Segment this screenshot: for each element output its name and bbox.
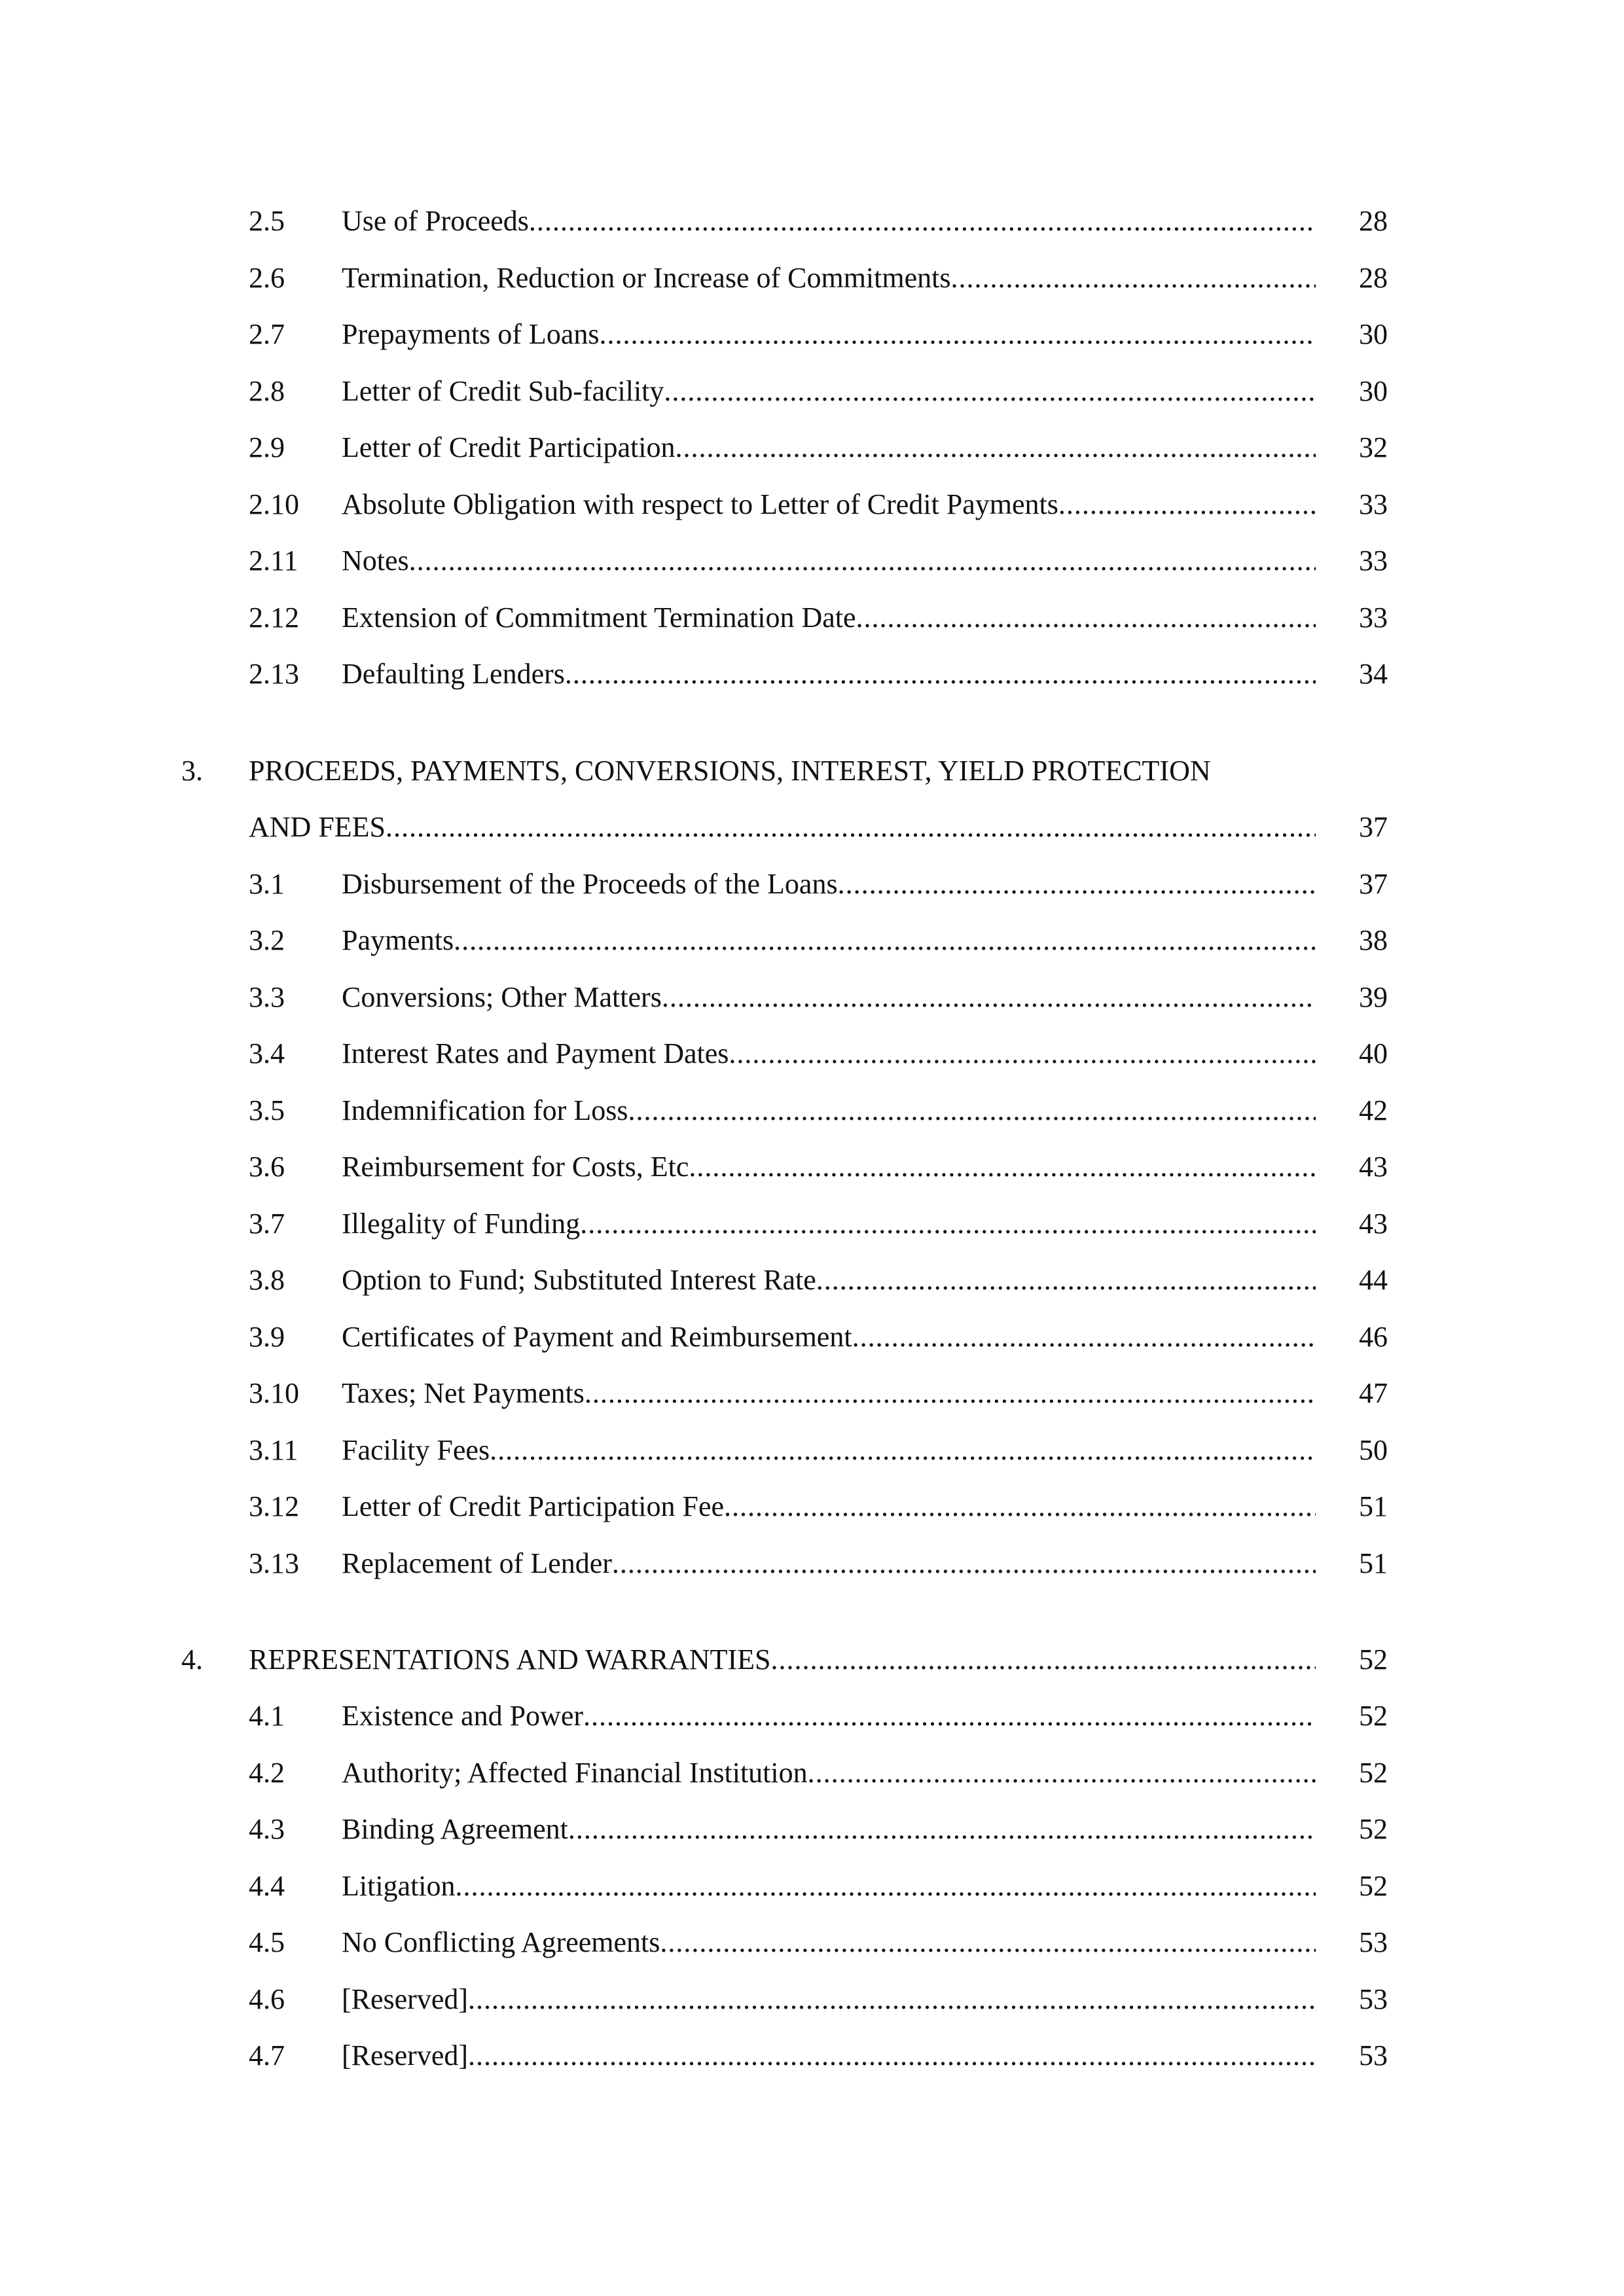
toc-item-page: 43 bbox=[1359, 1208, 1388, 1240]
dot-leader bbox=[468, 2036, 1316, 2075]
dot-leader bbox=[529, 202, 1316, 241]
toc-item[interactable] bbox=[249, 372, 1388, 411]
toc-item-number: 3.9 bbox=[249, 1321, 285, 1353]
toc-item-entry bbox=[342, 865, 1316, 904]
toc-item-number: 2.5 bbox=[249, 205, 285, 237]
toc-item-number: 4.5 bbox=[249, 1926, 285, 1958]
toc-item-title: Authority; Affected Financial Institution bbox=[342, 1757, 808, 1789]
toc-item[interactable] bbox=[249, 921, 1388, 960]
dot-leader bbox=[568, 1810, 1316, 1849]
toc-item-title: Binding Agreement bbox=[342, 1813, 568, 1845]
toc-item-title: Interest Rates and Payment Dates bbox=[342, 1037, 729, 1069]
toc-item[interactable] bbox=[249, 1867, 1388, 1906]
toc-item-entry bbox=[342, 428, 1316, 467]
toc-item-page: 33 bbox=[1359, 488, 1388, 520]
toc-item[interactable] bbox=[249, 428, 1388, 467]
toc-item-title: Existence and Power bbox=[342, 1700, 583, 1732]
dot-leader bbox=[808, 1753, 1316, 1793]
toc-item-number: 4.1 bbox=[249, 1700, 285, 1732]
toc-item-number: 3.3 bbox=[249, 981, 285, 1013]
toc-item-entry bbox=[342, 921, 1316, 960]
toc-item-number: 3.4 bbox=[249, 1037, 285, 1069]
toc-item-entry bbox=[342, 202, 1316, 241]
toc-item-entry bbox=[342, 1810, 1316, 1849]
toc-item-page: 50 bbox=[1359, 1434, 1388, 1466]
toc-item[interactable] bbox=[249, 1980, 1388, 2019]
toc-item-title: Letter of Credit Participation bbox=[342, 431, 676, 463]
dot-leader bbox=[664, 372, 1316, 411]
toc-item-entry bbox=[342, 598, 1316, 637]
dot-leader bbox=[856, 598, 1316, 637]
dot-leader bbox=[950, 259, 1316, 298]
dot-leader bbox=[1058, 485, 1316, 524]
toc-item-entry bbox=[342, 1696, 1316, 1736]
toc-item-number: 3.10 bbox=[249, 1377, 299, 1409]
toc-item-entry bbox=[342, 1487, 1316, 1526]
toc-item-page: 51 bbox=[1359, 1490, 1388, 1522]
toc-item-title: Termination, Reduction or Increase of Commitments bbox=[342, 262, 951, 294]
toc-item[interactable] bbox=[249, 202, 1388, 241]
toc-section-page: 37 bbox=[1359, 811, 1388, 843]
toc-item-number: 3.5 bbox=[249, 1094, 285, 1126]
toc-item-title: Letter of Credit Participation Fee bbox=[342, 1490, 725, 1522]
toc-item-title: Indemnification for Loss bbox=[342, 1094, 628, 1126]
toc-item-page: 53 bbox=[1359, 2039, 1388, 2072]
toc-item-title: Replacement of Lender bbox=[342, 1547, 612, 1579]
toc-item-title: Conversions; Other Matters bbox=[342, 981, 662, 1013]
toc-section-number: 3. bbox=[181, 755, 203, 787]
toc-item-number: 2.8 bbox=[249, 375, 285, 407]
toc-item[interactable] bbox=[249, 1753, 1388, 1793]
dot-leader bbox=[456, 1867, 1316, 1906]
toc-item-number: 2.11 bbox=[249, 545, 298, 577]
dot-leader bbox=[409, 541, 1316, 581]
toc-item-title: Absolute Obligation with respect to Letter of Credit Payments bbox=[342, 488, 1058, 520]
toc-item-title: Illegality of Funding bbox=[342, 1208, 581, 1240]
toc-item[interactable] bbox=[249, 1261, 1388, 1300]
toc-item-entry bbox=[342, 1204, 1316, 1244]
toc-item[interactable] bbox=[249, 1034, 1388, 1073]
dot-leader bbox=[454, 921, 1316, 960]
toc-section-heading[interactable] bbox=[181, 751, 1388, 791]
toc-item[interactable] bbox=[249, 315, 1388, 354]
toc-item-entry bbox=[342, 1318, 1316, 1357]
toc-item-page: 51 bbox=[1359, 1547, 1388, 1579]
toc-item-number: 3.8 bbox=[249, 1264, 285, 1296]
toc-item-title: [Reserved] bbox=[342, 2039, 469, 2072]
toc-item-entry bbox=[342, 1034, 1316, 1073]
toc-section-title-line2: AND FEES bbox=[249, 811, 386, 843]
toc-item-number: 2.13 bbox=[249, 658, 299, 690]
toc-item-title: Litigation bbox=[342, 1870, 456, 1902]
toc-item-page: 33 bbox=[1359, 545, 1388, 577]
toc-item-title: Facility Fees bbox=[342, 1434, 490, 1466]
toc-item-page: 34 bbox=[1359, 658, 1388, 690]
dot-leader bbox=[816, 1261, 1316, 1300]
toc-item-number: 3.2 bbox=[249, 924, 285, 956]
dot-leader bbox=[490, 1431, 1316, 1470]
toc-item-number: 4.4 bbox=[249, 1870, 285, 1902]
toc-item-title: Taxes; Net Payments bbox=[342, 1377, 585, 1409]
toc-item-entry bbox=[342, 259, 1316, 298]
dot-leader bbox=[468, 1980, 1316, 2019]
toc-item-page: 37 bbox=[1359, 868, 1388, 900]
toc-item-number: 3.13 bbox=[249, 1547, 299, 1579]
toc-item-number: 2.6 bbox=[249, 262, 285, 294]
toc-item[interactable] bbox=[249, 978, 1388, 1017]
toc-item-title: No Conflicting Agreements bbox=[342, 1926, 660, 1958]
toc-item-page: 44 bbox=[1359, 1264, 1388, 1296]
toc-item-entry bbox=[342, 1147, 1316, 1187]
toc-item[interactable] bbox=[249, 1147, 1388, 1187]
toc-item-title: Payments bbox=[342, 924, 454, 956]
toc-item-number: 4.2 bbox=[249, 1757, 285, 1789]
toc-item-page: 47 bbox=[1359, 1377, 1388, 1409]
dot-leader bbox=[585, 1374, 1316, 1413]
toc-item-page: 33 bbox=[1359, 601, 1388, 634]
toc-item-page: 52 bbox=[1359, 1757, 1388, 1789]
toc-item-page: 52 bbox=[1359, 1700, 1388, 1732]
toc-section-heading-continuation[interactable] bbox=[249, 808, 1388, 847]
toc-item[interactable] bbox=[249, 865, 1388, 904]
toc-item-title: Prepayments of Loans bbox=[342, 318, 600, 350]
toc-item[interactable] bbox=[249, 598, 1388, 637]
toc-item-entry bbox=[342, 315, 1316, 354]
dot-leader bbox=[771, 1640, 1316, 1679]
toc-item-number: 2.10 bbox=[249, 488, 299, 520]
dot-leader bbox=[583, 1696, 1316, 1736]
dot-leader bbox=[852, 1318, 1316, 1357]
toc-section-heading[interactable] bbox=[181, 1640, 1388, 1679]
toc-item-page: 38 bbox=[1359, 924, 1388, 956]
toc-item-page: 53 bbox=[1359, 1926, 1388, 1958]
toc-item-number: 4.7 bbox=[249, 2039, 285, 2072]
toc-item-page: 53 bbox=[1359, 1983, 1388, 2015]
toc-item[interactable] bbox=[249, 1544, 1388, 1583]
toc-item-number: 2.7 bbox=[249, 318, 285, 350]
toc-item[interactable] bbox=[249, 1318, 1388, 1357]
dot-leader bbox=[676, 428, 1316, 467]
dot-leader bbox=[724, 1487, 1316, 1526]
toc-item-entry bbox=[342, 1867, 1316, 1906]
toc-item-entry bbox=[342, 541, 1316, 581]
toc-item-page: 43 bbox=[1359, 1151, 1388, 1183]
toc-item[interactable] bbox=[249, 1374, 1388, 1413]
dot-leader bbox=[838, 865, 1316, 904]
toc-item[interactable] bbox=[249, 1696, 1388, 1736]
toc-item-title: Use of Proceeds bbox=[342, 205, 529, 237]
toc-item[interactable] bbox=[249, 485, 1388, 524]
toc-item-page: 52 bbox=[1359, 1813, 1388, 1845]
toc-item-entry bbox=[342, 485, 1316, 524]
toc-item-number: 2.12 bbox=[249, 601, 299, 634]
toc-item-number: 3.12 bbox=[249, 1490, 299, 1522]
dot-leader bbox=[386, 808, 1316, 847]
toc-item-entry bbox=[342, 372, 1316, 411]
toc-item-page: 28 bbox=[1359, 205, 1388, 237]
toc-item-number: 3.11 bbox=[249, 1434, 298, 1466]
toc-section-page: 52 bbox=[1359, 1643, 1388, 1676]
dot-leader bbox=[689, 1147, 1316, 1187]
dot-leader bbox=[612, 1544, 1316, 1583]
toc-item-number: 2.9 bbox=[249, 431, 285, 463]
toc-item-title: Extension of Commitment Termination Date bbox=[342, 601, 856, 634]
toc-item[interactable] bbox=[249, 1487, 1388, 1526]
toc-item-title: Defaulting Lenders bbox=[342, 658, 565, 690]
toc-item-page: 30 bbox=[1359, 318, 1388, 350]
toc-item-entry bbox=[342, 1091, 1316, 1130]
toc-item-entry bbox=[342, 1374, 1316, 1413]
toc-item-title: Certificates of Payment and Reimbursement bbox=[342, 1321, 852, 1353]
toc-item-number: 3.1 bbox=[249, 868, 285, 900]
toc-item-entry bbox=[342, 1544, 1316, 1583]
toc-item-entry bbox=[342, 1923, 1316, 1962]
dot-leader bbox=[662, 978, 1316, 1017]
toc-item-page: 28 bbox=[1359, 262, 1388, 294]
toc-item-page: 42 bbox=[1359, 1094, 1388, 1126]
toc-item-page: 52 bbox=[1359, 1870, 1388, 1902]
toc-item[interactable] bbox=[249, 1923, 1388, 1962]
toc-item-title: Notes bbox=[342, 545, 409, 577]
toc-item-page: 40 bbox=[1359, 1037, 1388, 1069]
toc-item-entry bbox=[342, 2036, 1316, 2075]
toc-item-entry bbox=[249, 1640, 1316, 1679]
toc-item-entry bbox=[342, 1753, 1316, 1793]
toc-item[interactable] bbox=[249, 259, 1388, 298]
toc-item-page: 46 bbox=[1359, 1321, 1388, 1353]
toc-item[interactable] bbox=[249, 1204, 1388, 1244]
toc-item-title: Option to Fund; Substituted Interest Rate bbox=[342, 1264, 816, 1296]
toc-item-entry bbox=[342, 1980, 1316, 2019]
toc-item-title: Letter of Credit Sub-facility bbox=[342, 375, 664, 407]
toc-item-title: Disbursement of the Proceeds of the Loans bbox=[342, 868, 838, 900]
toc-item-entry bbox=[342, 1431, 1316, 1470]
toc-item-title: [Reserved] bbox=[342, 1983, 469, 2015]
toc-item-entry bbox=[342, 1261, 1316, 1300]
toc-section-title: REPRESENTATIONS AND WARRANTIES bbox=[249, 1643, 771, 1676]
dot-leader bbox=[660, 1923, 1316, 1962]
toc-item-number: 3.7 bbox=[249, 1208, 285, 1240]
dot-leader bbox=[580, 1204, 1316, 1244]
toc-item-number: 4.3 bbox=[249, 1813, 285, 1845]
toc-item[interactable] bbox=[249, 541, 1388, 581]
toc-item[interactable] bbox=[249, 655, 1388, 694]
toc-item-page: 32 bbox=[1359, 431, 1388, 463]
toc-item-page: 30 bbox=[1359, 375, 1388, 407]
dot-leader bbox=[729, 1034, 1316, 1073]
toc-section-title-line1: PROCEEDS, PAYMENTS, CONVERSIONS, INTEREST, YIELD PROTECTION bbox=[249, 755, 1211, 787]
toc-item-entry bbox=[342, 655, 1316, 694]
toc-item-entry bbox=[249, 808, 1316, 847]
toc-section-number: 4. bbox=[181, 1643, 203, 1676]
toc-item[interactable] bbox=[249, 2036, 1388, 2075]
toc-item-number: 4.6 bbox=[249, 1983, 285, 2015]
toc-item-entry bbox=[342, 978, 1316, 1017]
dot-leader bbox=[565, 655, 1316, 694]
toc-item[interactable] bbox=[249, 1091, 1388, 1130]
toc-item[interactable] bbox=[249, 1431, 1388, 1470]
toc-item-number: 3.6 bbox=[249, 1151, 285, 1183]
toc-item[interactable] bbox=[249, 1810, 1388, 1849]
toc-item-title: Reimbursement for Costs, Etc bbox=[342, 1151, 689, 1183]
toc-item-page: 39 bbox=[1359, 981, 1388, 1013]
dot-leader bbox=[599, 315, 1316, 354]
dot-leader bbox=[628, 1091, 1316, 1130]
